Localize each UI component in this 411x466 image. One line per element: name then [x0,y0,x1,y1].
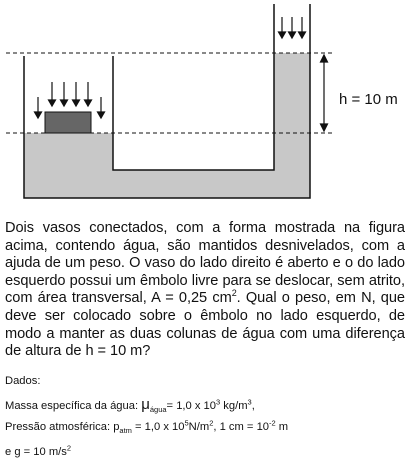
data-water-density: Massa específica da água: $\mu_{água}= 1,0$ x $10^3$ $kg/m^3$, [5,396,255,415]
problem-text-part2: . Qual o peso, em N, que deve ser colocado sobre o êmbolo no lado esquerdo, de modo a manter as duas colunas de água com uma diferença de altura de h = 10 m? [5,290,405,360]
mu-symbol: μ [141,396,150,413]
data-title: Dados: [5,375,41,387]
connected-vessels-figure [0,0,411,216]
vessels-diagram [0,0,411,216]
data-atmospheric-pressure: Pressão atmosférica: $p_{atm} = 1,0$ x $10^5N/m^2$, 1 cm = $10^{-2}$ m [5,418,289,436]
problem-text-part1: Dois vasos conectados, com a forma mostrada na figura acima, contendo água, são mantidos desnivelados, com a ajuda de um peso. O vaso do lado direito é aberto e o do lado esquerdo possui um êmbolo livre para se deslocar, sem atrito, com área transversal, A = 0,25 cm [5,220,405,307]
height-dimension-arrow [321,55,328,131]
height-label: h = 10 m [339,91,398,108]
problem-statement [5,220,405,361]
area-unit-exponent: 2 [231,288,237,299]
piston [45,112,91,133]
atmospheric-pressure-arrows [279,17,306,38]
data-gravity: e g = 10 $m/s^2$ [5,443,72,458]
